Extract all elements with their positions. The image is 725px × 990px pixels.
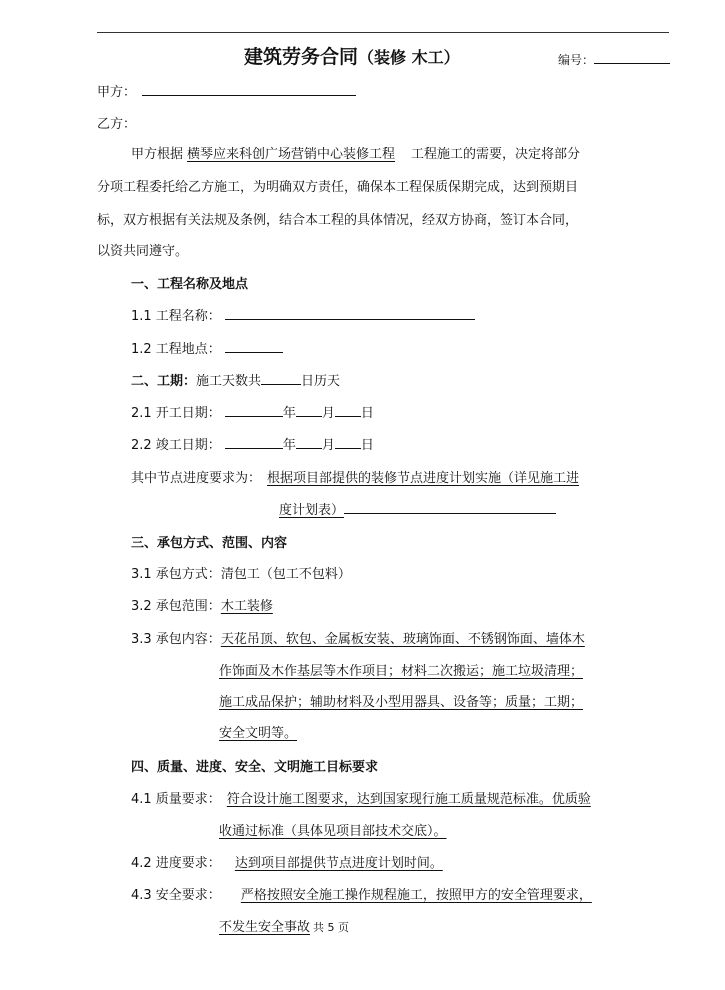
- quality-row-1: [131, 788, 591, 807]
- intro-project-name: 横琴应来科创广场营销中心装修工程: [187, 147, 396, 162]
- contract-mode-row: [131, 563, 351, 582]
- title-main: 建筑劳务合同: [244, 46, 359, 68]
- section-2-heading-row: [131, 369, 340, 389]
- end-date-label: 2.2 竣工日期：: [131, 438, 221, 453]
- milestone-label: 其中节点进度要求为：: [131, 471, 262, 486]
- progress-label: 4.2 进度要求：: [131, 856, 221, 871]
- contract-number-blank: [594, 48, 670, 64]
- intro-line-1: [131, 143, 580, 162]
- start-day-unit: 日: [360, 406, 374, 421]
- end-day-blank: [335, 433, 361, 449]
- end-day-unit: 日: [360, 438, 374, 453]
- milestone-text-line-1: 根据项目部提供的装修节点进度计划实施（详见施工进: [267, 471, 580, 486]
- contract-scope-value: 木工装修: [220, 599, 273, 614]
- intro-line-1-rest: 工程施工的需要，决定将部分: [411, 147, 581, 162]
- days-suffix: 日历天: [301, 374, 341, 389]
- party-b-label: 乙方：: [97, 117, 137, 132]
- contract-mode-label: 3.1 承包方式：: [131, 567, 221, 582]
- end-month-blank: [296, 433, 322, 449]
- project-location-label: 1.2 工程地点：: [131, 342, 221, 357]
- contract-number-label: 编号：: [558, 53, 595, 67]
- document-title: [244, 42, 460, 69]
- intro-line-4: 以资共同遵守。: [97, 244, 189, 259]
- contract-mode-value: 清包工（包工不包料）: [220, 567, 351, 582]
- milestone-row-1: [131, 467, 579, 486]
- project-name-label: 1.1 工程名称：: [131, 309, 221, 324]
- days-blank: [261, 369, 301, 385]
- contract-number: [558, 48, 670, 68]
- contract-scope-label: 3.2 承包范围：: [131, 599, 221, 614]
- contract-content-line-2: 作饰面及木作基层等木作项目；材料二次搬运；施工垃圾清理；: [219, 664, 584, 679]
- project-location-row: [131, 337, 283, 357]
- quality-label: 4.1 质量要求：: [131, 792, 221, 807]
- safety-label: 4.3 安全要求：: [131, 888, 221, 903]
- contract-content-row-1: [131, 628, 585, 647]
- section-2-heading: 二、工期：: [131, 374, 197, 389]
- start-year-blank: [225, 401, 283, 417]
- intro-line-2: 分项工程委托给乙方施工，为明确双方责任，确保本工程保质保期完成，达到预期目: [97, 180, 579, 195]
- start-month-blank: [296, 401, 322, 417]
- contract-content-line-3: 施工成品保护；辅助材料及小型用器具、设备等；质量；工期；: [219, 695, 584, 710]
- party-a-blank: [142, 80, 356, 96]
- page-count: 共 5 页: [313, 921, 350, 934]
- end-date-row: [131, 433, 374, 453]
- days-prefix: 施工天数共: [196, 374, 262, 389]
- start-date-row: [131, 401, 374, 421]
- contract-scope-row: [131, 595, 273, 614]
- project-name-blank: [225, 304, 475, 320]
- end-month-unit: 月: [321, 438, 335, 453]
- intro-line-3: 标，双方根据有关法规及条例，结合本工程的具体情况，经双方协商，签订本合同，: [97, 213, 579, 228]
- section-3-heading: 三、承包方式、范围、内容: [131, 536, 288, 551]
- contract-content-line-1: 天花吊顶、软包、金属板安装、玻璃饰面、不锈钢饰面、墙体木: [220, 632, 585, 647]
- start-day-blank: [335, 401, 361, 417]
- project-name-row: [131, 304, 475, 324]
- milestone-row-2: [279, 498, 556, 518]
- quality-line-1: 符合设计施工图要求，达到国家现行施工质量规范标准。优质验: [226, 792, 591, 807]
- safety-line-1: 严格按照安全施工操作规程施工，按照甲方的安全管理要求，: [240, 888, 592, 903]
- section-1-heading: 一、工程名称及地点: [131, 277, 249, 292]
- project-location-blank: [225, 337, 283, 353]
- progress-row: [131, 852, 443, 871]
- progress-value: 达到项目部提供节点进度计划时间。: [234, 856, 443, 871]
- end-year-blank: [225, 433, 283, 449]
- header-rule: [97, 32, 669, 33]
- contract-content-label: 3.3 承包内容：: [131, 632, 221, 647]
- party-a-label: 甲方：: [97, 85, 137, 100]
- start-month-unit: 月: [321, 406, 335, 421]
- start-year-unit: 年: [282, 406, 296, 421]
- start-date-label: 2.1 开工日期：: [131, 406, 221, 421]
- milestone-blank: [344, 498, 556, 514]
- contract-content-line-4: 安全文明等。: [219, 726, 298, 741]
- safety-row-1: [131, 884, 592, 903]
- end-year-unit: 年: [282, 438, 296, 453]
- safety-line-2: 不发生安全事故: [219, 920, 311, 935]
- section-4-heading: 四、质量、进度、安全、文明施工目标要求: [131, 760, 379, 775]
- party-a: [97, 80, 356, 100]
- quality-line-2: 收通过标准（具体见项目部技术交底）。: [219, 824, 447, 839]
- safety-row-2: [219, 916, 349, 935]
- intro-prefix: 甲方根据: [131, 147, 184, 162]
- party-b: [97, 113, 136, 132]
- milestone-text-line-2: 度计划表）: [279, 503, 345, 518]
- title-sub: （装修 木工）: [358, 48, 460, 67]
